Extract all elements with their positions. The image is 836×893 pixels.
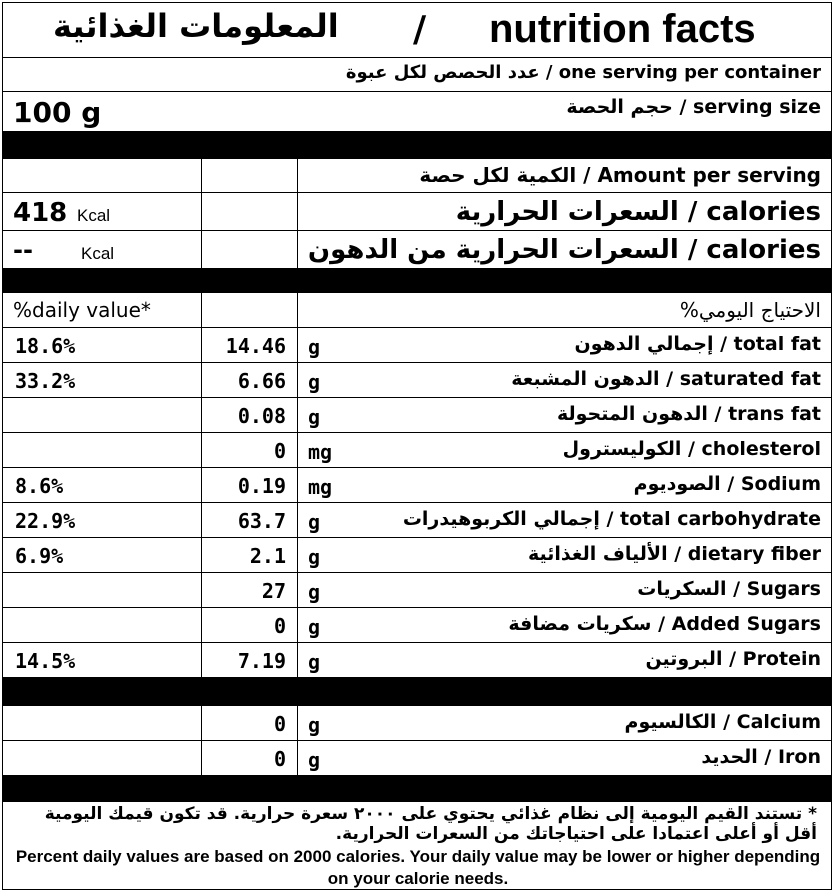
calories-from-fat-label: السعرات الحرارية من الدهون / calories	[307, 235, 821, 265]
calories-from-fat-unit: Kcal	[81, 244, 115, 263]
calories-from-fat-value: --	[13, 236, 33, 264]
divider-bar	[3, 775, 831, 801]
nutrient-row	[3, 537, 831, 572]
footer	[3, 801, 831, 891]
nutrient-unit: g	[308, 335, 321, 359]
nutrient-amount: 0	[273, 439, 286, 463]
footnote-arabic: * تستند القيم اليومية إلى نظام غذائي يحتوي على ٢٠٠٠ سعرة حرارية. قد تكون قيمك اليومية أقل أو أعلى اعتمادا على احتياجاتك من السعرات الحرارية.	[44, 804, 817, 844]
mineral-label: الكالسيوم / Calcium	[624, 711, 821, 733]
nutrient-amount: 0.19	[237, 474, 286, 498]
serving-size-value: 100 g	[13, 96, 102, 129]
divider-bar	[3, 131, 831, 157]
column-divider	[201, 131, 202, 268]
mineral-label: الحديد / Iron	[701, 746, 821, 768]
title-row	[3, 3, 831, 57]
calories-value: 418	[13, 198, 68, 228]
mineral-unit: g	[308, 713, 321, 737]
servings-per-container: عدد الحصص لكل عبوة / one serving per container	[345, 62, 821, 83]
nutrient-amount: 0	[273, 614, 286, 638]
column-divider	[297, 292, 298, 677]
divider-bar	[3, 268, 831, 292]
calories-row	[3, 192, 831, 230]
mineral-unit: g	[308, 748, 321, 772]
calories-label: السعرات الحرارية / calories	[455, 197, 821, 227]
nutrient-label: البروتين / Protein	[645, 648, 821, 670]
nutrient-row	[3, 642, 831, 677]
nutrient-daily-percent: 33.2%	[15, 369, 76, 393]
column-divider	[297, 705, 298, 775]
nutrient-amount: 2.1	[249, 544, 286, 568]
nutrient-amount: 0.08	[237, 404, 286, 428]
mineral-row	[3, 740, 831, 775]
nutrient-amount: 6.66	[237, 369, 286, 393]
calories-unit: Kcal	[77, 206, 111, 225]
nutrient-label: السكريات / Sugars	[637, 578, 821, 600]
title-arabic: المعلومات الغذائية	[53, 7, 339, 45]
nutrient-unit: g	[308, 615, 321, 639]
servings-row	[3, 57, 831, 91]
nutrient-label: الدهون المشبعة / saturated fat	[511, 368, 821, 390]
column-divider	[201, 292, 202, 677]
nutrient-row	[3, 572, 831, 607]
divider-bar	[3, 677, 831, 705]
title-english: nutrition facts	[489, 7, 756, 51]
nutrient-row	[3, 362, 831, 397]
nutrient-label: إجمالي الدهون / total fat	[574, 333, 821, 355]
nutrient-row	[3, 502, 831, 537]
nutrient-unit: g	[308, 650, 321, 674]
footnote-english: Percent daily values are based on 2000 calories. Your daily value may be lower or higher depending on your calorie needs.	[15, 847, 821, 888]
nutrient-daily-percent: 22.9%	[15, 509, 76, 533]
mineral-amount: 0	[273, 712, 286, 736]
nutrient-amount: 7.19	[237, 649, 286, 673]
nutrient-unit: mg	[308, 475, 333, 499]
nutrient-label: الصوديوم / Sodium	[633, 473, 821, 495]
nutrient-label: الألياف الغذائية / dietary fiber	[527, 543, 821, 565]
nutrient-amount: 27	[261, 579, 286, 603]
nutrient-unit: g	[308, 545, 321, 569]
nutrient-row	[3, 467, 831, 502]
nutrient-daily-percent: 14.5%	[15, 649, 76, 673]
daily-value-label: %daily value*	[13, 298, 151, 322]
serving-size-row	[3, 91, 831, 131]
nutrient-unit: g	[308, 370, 321, 394]
amount-per-serving-label: الكمية لكل حصة / Amount per serving	[419, 163, 821, 187]
column-divider	[201, 705, 202, 775]
title-separator: /	[413, 9, 427, 50]
nutrition-facts-panel	[2, 2, 832, 890]
nutrient-unit: g	[308, 405, 321, 429]
serving-size-label: حجم الحصة / serving size	[566, 96, 821, 118]
nutrient-daily-percent: 8.6%	[15, 474, 64, 498]
nutrient-amount: 14.46	[225, 334, 286, 358]
nutrient-unit: g	[308, 580, 321, 604]
mineral-row	[3, 705, 831, 740]
nutrient-amount: 63.7	[237, 509, 286, 533]
amount-per-serving-row	[3, 158, 831, 192]
nutrient-label: سكريات مضافة / Added Sugars	[508, 613, 821, 635]
nutrient-label: إجمالي الكربوهيدرات / total carbohydrate	[402, 508, 821, 530]
nutrient-daily-percent: 6.9%	[15, 544, 64, 568]
nutrient-row	[3, 432, 831, 467]
nutrient-row	[3, 327, 831, 362]
calories-from-fat-row	[3, 230, 831, 268]
daily-value-label-arabic: %الاحتياج اليومي	[679, 298, 821, 322]
nutrient-unit: mg	[308, 440, 333, 464]
nutrient-unit: g	[308, 510, 321, 534]
nutrient-row	[3, 397, 831, 432]
nutrient-row	[3, 607, 831, 642]
nutrient-label: الدهون المتحولة / trans fat	[556, 403, 821, 425]
nutrient-label: الكوليسترول / cholesterol	[562, 438, 821, 460]
nutrient-daily-percent: 18.6%	[15, 334, 76, 358]
column-divider	[297, 131, 298, 268]
mineral-amount: 0	[273, 747, 286, 771]
daily-value-header-row	[3, 292, 831, 327]
